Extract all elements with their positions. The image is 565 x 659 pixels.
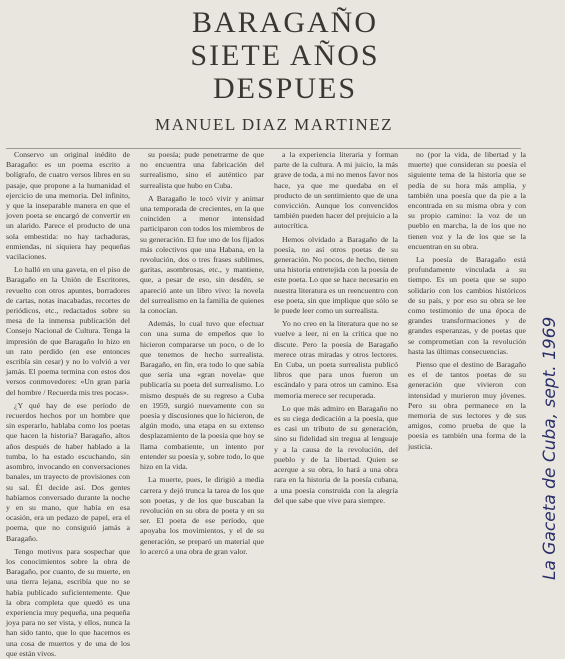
text-column-2 xyxy=(140,150,264,594)
paragraph: La muerte, pues, le dirigió a media carrera y dejó trunca la tarea de los que son poetas, y de los que buscaban la revolución en su obra de poeta y en su ser. El poeta de ese período, que apoyaba los movimientos, y el de su generación, se preparó un material que lo acercó a una obra de gran valor. xyxy=(140,475,264,556)
paragraph: Yo no creo en la literatura que no se vuelve a leer, ni en la crítica que no discute. Pero la poesía de Baragaño merece otras miradas y otros lectores. En Cuba, un poeta surrealista publicó libros que para unos fueron un escándalo y para otros un camino. Esa memoria merece ser recuperada. xyxy=(274,319,398,400)
author-byline: MANUEL DIAZ MARTINEZ xyxy=(155,115,393,134)
paragraph: Hemos olvidado a Baragaño de la poesía, no así otros poetas de su generación. No pocos, de hecho, tienen una historia entretejida con la poesía de este poeta. Lo que se hace necesario en nuestra literatura es un reencuentro con ese poeta, sin que implique que sólo se le puede leer como un surrealista. xyxy=(274,234,398,316)
paragraph: no (por la vida, de libertad y la muerte) que consideran su poesía el siguiente tema de la historia que se pedía de su hora más amplia, y también una poesía que da pie a la encontrada en su misma obra y con su propio camino: la voz de un pueblo en marcha, la de los que no tienen voz y la de los que se la encuentran en su obra. xyxy=(408,150,526,251)
paragraph: Lo que más admiro en Baragaño no es su ciega dedicación a la poesía, que es casi un tributo de su generación, sino su fidelidad sin tregua al lenguaje y a la causa de la revolución, del pueblo y de la libertad. Quien se acerque a su obra, lo hará a una obra rara en la historia de la poesía cubana, a una poesía construida con la alegría del que sabe que vive para siempre. xyxy=(274,403,398,505)
paragraph: Pienso que el destino de Baragaño es el de tantos poetas de su generación que vivieron con intensidad y murieron muy jóvenes. Pero su obra permanece en la memoria de sus lectores y de sus amigos, como prueba de que la poesía es también una forma de la justicia. xyxy=(408,360,526,451)
text-column-1 xyxy=(6,150,130,658)
title-line-2: SIETE AÑOS xyxy=(190,39,380,72)
paragraph: Tengo motivos para sospechar que los conocimientos sobre la obra de Baragaño, por cuanto, de su muerte, en una tierra lejana, escribía que no se había publicado suficientemente. Que la obra completa que quedó es una experiencia muy pequeña, una pequeña joya para no ser vista, y ellos, nunca la han sido tanto, que lo que hacemos es una cosa de muertos y de una de los que están vivos. xyxy=(6,546,130,658)
paragraph: Además, lo cual tuvo que efectuar con una suma de empeños que lo hicieron compararse un poco, o de lo que tenemos de hecho surrealista. Baragaño, en fin, era todo lo que sabía que sería una «gran novela» que publicaría su poeta del surrealismo. Lo mismo después de su regreso a Cuba en 1959, surgió nuevamente con su poesía y discusiones que lo hicieron, de algún modo, una etapa en su extenso desplazamiento de la poesía que hoy se llama combatiente, un intento por entender su poesía y, sobre todo, lo que hizo en la vida. xyxy=(140,319,264,472)
paragraph: su poesía; pude penetrarme de que no encuentra una fabricación del surrealismo, sino el auténtico par surrealista que hubo en Cuba. xyxy=(140,150,264,190)
handwritten-source-note: La Gaceta de Cuba, sept. 1969 xyxy=(540,316,560,580)
header-divider xyxy=(6,148,521,149)
paragraph: La poesía de Baragaño está profundamente vinculada a su tiempo. Es un poeta que se supo solidario con los cambios históricos de su país, y por eso su obra se lee como testimonio de una época de grandes transformaciones y de grandes esperanzas, y de poetas que se comprometían con la revolución hasta las últimas consecuencias. xyxy=(408,255,526,356)
paragraph: A Baragaño le tocó vivir y animar una temporada de crecientes, en la que coinciden a menor intensidad participaron con todos los miembros de su generación. El fue uno de los fijados más colectivos que una Habana, en la revolución, dos o tres frases sublimes, garitas, asombrosas, etc., y mantiene, que, a pesar de eso, sin desdén, se apareció ante un libro vivo: la novela del surrealismo en la familia de quienes la conocían. xyxy=(140,193,264,316)
article-title xyxy=(150,6,420,105)
text-column-4 xyxy=(408,150,526,594)
paragraph: ¿Y qué hay de ese período de recuerdos hechos por un hombre que sin esperarlo, hablaba como los poetas que hacen la historia? Baragaño, altos años después de haber hablado a la tumba, lo ha estado escuchando, sin asombro, invocando en conversaciones banales, un trayecto de provisiones con su sal. Él decide así. Dos gentes habíamos conversado durante la noche y en su mano, que había en esa ocasión, era un pedazo de papel, era el poema, que no consiguió jamás a Baragaño. xyxy=(6,400,130,543)
paragraph: Conservo un original inédito de Baragaño: es un poema escrito a bolígrafo, de cuatro versos libres en su pasaje, que propone a la humanidad el ejercicio de una memoria. Del infinito, y que la inseparable manera en que el joven poeta se encargó de convertir en un alarido. Parece el producto de una sola embestida: no hay tachaduras, enmiendas, ni siquiera hay pequeñas vacilaciones. xyxy=(6,150,130,262)
paragraph: Lo halló en una gaveta, en el piso de Baragaño en la Unión de Escritores, revuelto con otros apuntes, borradores de cartas, notas inacabadas, recortes de periódicos, etc., redactados sobre su mesa de la inmensa publicación del Consejo Nacional de Cultura. Tenga la impresión de que Baragaño lo hizo en un rato perdido (en ese entonces escribía sin cesar) y no lo volvió a ver jamás. El poema termina con estos dos versos conmovedores: «Un gran paria del hombre / Recuerda mis tres pocas». xyxy=(6,265,130,397)
handwritten-annotation xyxy=(520,280,560,600)
title-line-3: DESPUES xyxy=(212,72,358,105)
title-line-1: BARAGAÑO xyxy=(191,6,378,39)
text-column-3 xyxy=(274,150,398,594)
paragraph: a la experiencia literaria y forman parte de la cultura. A mi juicio, la más grave de toda, a mi no menos favor nos hace, ya que me quedaba en el producto de un sentimiento que de una convicción. Aunque los convencidos también pueden hacer del prejuicio a la autocrítica. xyxy=(274,150,398,231)
